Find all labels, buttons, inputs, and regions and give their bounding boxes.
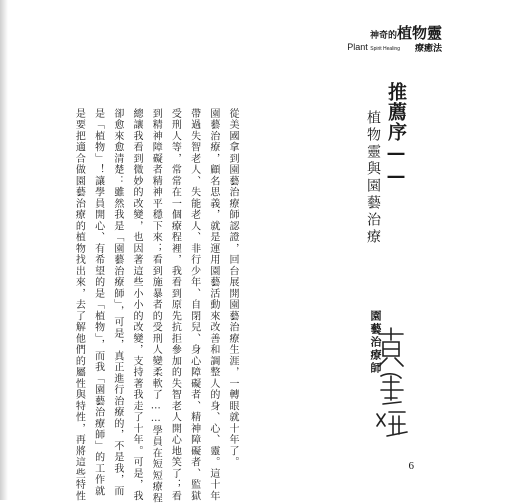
preface-body-line: 到精神障礙者精神平穩下來；看到施暴者的受刑人變柔軟了……學員在短短療程 [150,108,162,504]
preface-body-line: 帶過失智老人、失能老人、非行少年、自閉兒、身心障礙者、精神障礙者、監獄 [188,108,200,502]
preface-body-line: 是「植物」！讓學員開心、有希望的是「植物」，而我「園藝治療師」的工作就 [92,108,104,497]
preface-body-line: 從美國拿到園藝治療師認證，回台展開園藝治療生涯，一轉眼就十年了。 [227,108,238,468]
preface-body-line: 是要把適合做園藝治療的植物找出來，去了解他們的屬性與特性，再將這些特性 [73,108,85,502]
author-signature [369,326,413,444]
running-header [347,22,442,55]
preface-title: 推薦序—— [385,82,407,188]
header-title: 神奇的植物靈 [369,24,442,42]
preface-body-line: 受刑人等，常常在一個療程裡，我看到原先抗拒參加的失智老人開心地笑了；看 [169,108,181,502]
preface-subtitle: 植物靈與園藝治療 [365,110,381,246]
header-subtitle: 療癒法 [414,44,442,54]
binding-shadow [0,0,8,500]
preface-body-line: 總讓我看到微妙的改變，也因著這些小小的改變，支持著我走了十年。可是，我 [131,108,142,502]
header-english: Plant Spirit Healing [347,42,400,52]
preface-body-line: 卻愈來愈清楚：雖然我是「園藝治療師」，可是，真正進行治療的，不是我，而 [111,108,123,497]
author-title: 園藝治療師 [369,310,382,375]
preface-body-line: 園藝治療，顧名思義，就是運用園藝活動來改善和調整人的身、心、靈。這十年 [207,108,219,502]
page-number: 6 [408,460,414,472]
